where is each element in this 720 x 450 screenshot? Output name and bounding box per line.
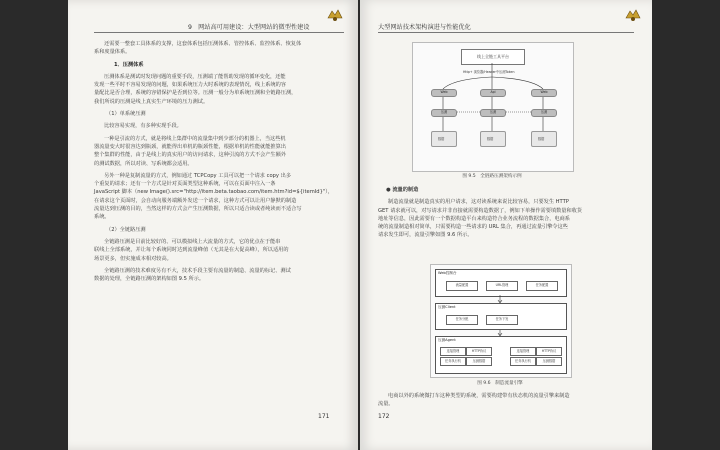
text-line: 系统。 [94,214,110,221]
component-box: 压测数据 [466,357,492,366]
left-running-header: 9 网站高可用建设：大型网站的微型性建设 [188,24,310,31]
text-line: 数据的处理，全链路压测的架构如图 9.5 所示。 [94,276,205,283]
figure-9-6-caption: 图 9.6 制造流量引擎 [477,381,523,386]
data-store-label: 数据 [438,137,445,141]
component-box: HTTP协议 [536,347,562,356]
right-body-text [378,186,638,240]
figure-9-6-diagram [430,264,572,378]
publisher-logo-icon [326,8,344,22]
component-box: URL管理 [486,281,518,291]
component-box: 任务下发 [486,315,518,325]
text-line: 另外一种是复制流量的方式，例如通过 TCPCopy 工具可以把一个请求 copy 出多 [104,172,292,179]
component-box: 任务分配 [446,315,478,325]
text-line: 的测试数据，所以对读、写系统都会适用。 [94,160,193,167]
right-page [360,0,652,450]
text-line: 制造流量就是制造真实的用户请求，这对读系统来说比较容易，只要发生 HTTP [388,199,569,206]
figure-9-5-caption: 图 9.5 全链路压测架构示例 [462,174,522,179]
component-box: HTTP协议 [466,347,492,356]
component-box: 流量配置 [446,281,478,291]
text-line: GET 请求就可以，对写请求并非直接就需要构造数据了，例如下单操作需要填数量和收货 [378,207,583,214]
text-line: 整个集群的性能，由于是线上的真实用户的访问请求，这种引流的方式不会产生额外 [94,152,286,159]
component-box: 连接管理 [440,347,466,356]
stress-agent-group [435,336,567,374]
section-heading: ● 流量的制造 [386,187,419,193]
text-line: 场景更多，但实施成本相对较高。 [94,255,172,262]
text-line: 一种是引流的方式，就是将线上集群中的流量集中到少部分的机器上，当这些机 [104,135,286,142]
data-store-label: 数据 [538,137,545,141]
left-page [68,0,358,450]
left-body-text [94,40,346,283]
text-line: 比较容易实现，有多种实现手段。 [104,123,182,130]
group-title: 压测Agent [438,338,456,342]
text-line: 器流量变大时很容达到瓶颈，就能得出单机的瓶颈性能，根据单机的性能就能推算出 [94,143,286,150]
text-line: 压测体系是测试时发现问题的重要手段，压测端了能帮助发现的循环变化，还能 [104,73,286,80]
text-line: 请求发生即可，流量引擎如图 9.6 所示。 [378,232,473,239]
right-header-rule [378,32,634,33]
subsection-heading: （2）全链路压测 [106,226,146,233]
text-line: 统的流量制造相对简单，只需要构造一些请求的 URL 集合，再通过流量引擎令这些 [378,224,568,231]
text-line: JavaScript 脚本（new Image().src="http://item.beta.taobao.com/item.htm?id=${itemId}"）， [94,189,334,196]
left-page-number: 171 [318,413,330,420]
publisher-logo-icon [624,8,642,22]
component-box: 任务配置 [526,281,558,291]
api-stress-node: 压测 [480,109,506,117]
figure-9-5-diagram [412,42,574,172]
text-line: 全链路压测是目前比较好的、可以模拟线上大流量的方式，它的优点在于能串 [104,238,281,245]
right-body-text-bottom [378,392,638,409]
web-stress-node: 压测 [531,109,557,117]
text-line: 地址等信息，因此需要有一个数据构造平台来构造符合业务流程的数据集合，电商系 [378,215,570,222]
text-line: 联线上全部系统，并让每个系统同时达到流量峰值（无其是在大促高峰），所以适用的 [94,247,289,254]
text-line: 流量达到压测的目的，当然这样的方式会产生压测数据，所以只适合读或者纯读而不适合写 [94,206,302,213]
text-line: 系和度量体系。 [94,49,131,56]
right-page-number: 172 [378,413,390,420]
text-line: 我们所说的压测是线上真实生产环境的压力测试。 [94,98,209,105]
platform-box: 线上全链工具平台 [461,49,525,65]
left-header-rule [94,32,344,33]
data-store-label: 数据 [487,137,494,141]
text-line: 在请求这个页面时，会自动向服务端额外发送一个请求，这种方式可以让用户静默的制造 [94,197,297,204]
text-line: 全链路压测的技术难度另有不大，技术手段主要有流量的制造、流量的标记、测试 [104,267,291,274]
request-label: Http+ 浏览器/Header中压测Token [463,70,515,74]
subsection-heading: （1）单系统压测 [106,111,146,118]
text-line: 个重复的请求；还有一个方式是针对页面类型这种系统，可以在页面中注入一条 [94,181,276,188]
right-running-header: 大型网站技术架构演进与性能优化 [378,24,471,31]
component-box: 任务执行机 [440,357,466,366]
web-stress-node: 压测 [431,109,457,117]
text-line: 量配比是否合理，系统的容错保护是否到位等。压测一般分为单系统压测和全链路压测， [94,90,297,97]
web-node: Web [431,89,457,97]
web-node: Web [531,89,557,97]
component-box: 任务执行机 [510,357,536,366]
text-line: 电商以外的系统微打车这种类型的系统，需要构建带有状态机的流量引擎来制造 [388,393,570,399]
component-box: 压测数据 [536,357,562,366]
group-title: 压测Client [438,305,456,309]
flow-arrows [413,43,573,171]
stress-client-group [435,303,567,330]
text-line: 还需要一整套工具体系的支撑，这套体系包括压测体系、管控体系、监控体系、恢复体 [104,41,302,47]
text-line: 发现一些平时不容易发现的问题，如果系统压力大时系统的表现情况，线上系统的容 [94,82,286,89]
text-line: 流量。 [378,401,394,408]
group-title: Web控制台 [438,271,457,275]
component-box: 连接管理 [510,347,536,356]
api-node: Api [480,89,506,97]
section-heading: 1．压测体系 [114,61,144,68]
